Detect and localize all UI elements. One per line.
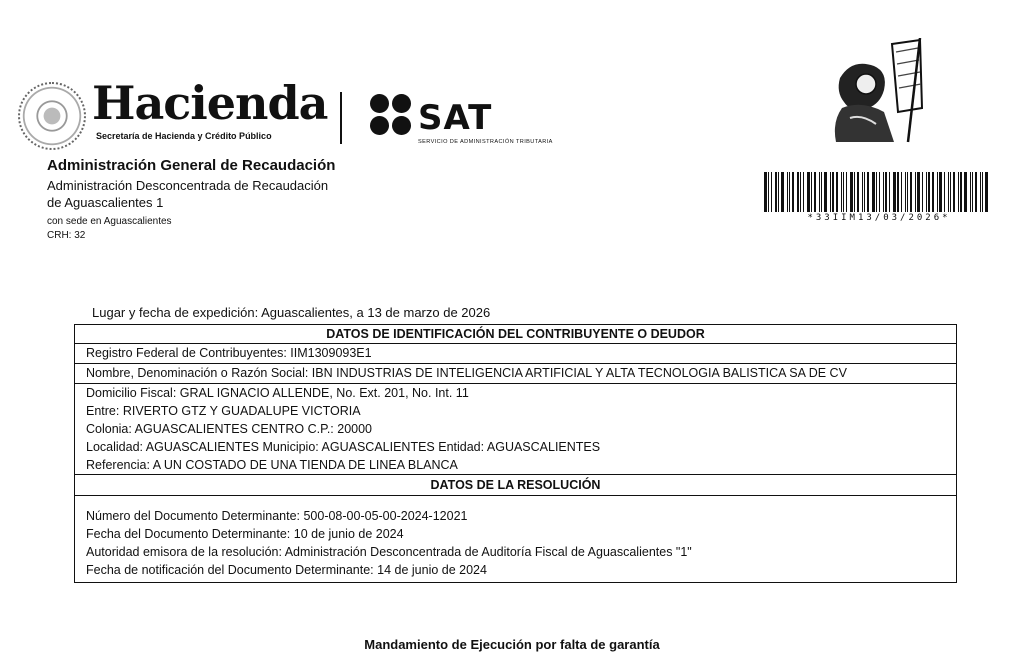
barcode-bar bbox=[972, 172, 973, 212]
barcode-bar bbox=[944, 172, 945, 212]
barcode-bar bbox=[985, 172, 988, 212]
office-name bbox=[47, 177, 328, 211]
barcode-bar bbox=[787, 172, 788, 212]
barcode-bar bbox=[771, 172, 772, 212]
barcode-bar bbox=[781, 172, 784, 212]
barcode-bar bbox=[883, 172, 884, 212]
barcode-bar bbox=[764, 172, 767, 212]
mandate-title: Mandamiento de Ejecución por falta de garantía bbox=[364, 637, 660, 652]
address-line: Entre: RIVERTO GTZ Y GUADALUPE VICTORIA bbox=[86, 404, 361, 418]
taxpayer-data-table bbox=[74, 324, 957, 583]
address-line: Localidad: AGUASCALIENTES Municipio: AGUASCALIENTES Entidad: AGUASCALIENTES bbox=[86, 440, 601, 454]
barcode-bar bbox=[811, 172, 812, 212]
barcode-bar bbox=[948, 172, 949, 212]
resolution-line: Autoridad emisora de la resolución: Administración Desconcentrada de Auditoría Fiscal de Aguascalientes "1" bbox=[86, 545, 692, 559]
place-date: Lugar y fecha de expedición: Aguascalientes, a 13 de marzo de 2026 bbox=[92, 305, 491, 320]
barcode-bar bbox=[901, 172, 902, 212]
barcode-bar bbox=[980, 172, 981, 212]
resolution-block bbox=[75, 496, 956, 582]
barcode-bar bbox=[867, 172, 869, 212]
barcode bbox=[764, 172, 994, 212]
barcode-bar bbox=[939, 172, 942, 212]
resolution-line: Número del Documento Determinante: 500-08-00-05-00-2024-12021 bbox=[86, 509, 468, 523]
barcode-bar bbox=[814, 172, 816, 212]
hacienda-logo-subtitle: Secretaría de Hacienda y Crédito Público bbox=[96, 131, 272, 141]
barcode-bar bbox=[889, 172, 890, 212]
name-row: Nombre, Denominación o Razón Social: IBN INDUSTRIAS DE INTELIGENCIA ARTIFICIAL Y ALTA TECNOLOGIA BALISTICA SA DE CV bbox=[75, 364, 956, 384]
barcode-bar bbox=[917, 172, 920, 212]
section-header-taxpayer: DATOS DE IDENTIFICACIÓN DEL CONTRIBUYENTE O DEUDOR bbox=[75, 325, 956, 344]
barcode-bar bbox=[819, 172, 820, 212]
office-line: Administración Desconcentrada de Recaudación bbox=[47, 178, 329, 193]
address-line: Domicilio Fiscal: GRAL IGNACIO ALLENDE, No. Ext. 201, No. Int. 11 bbox=[86, 386, 469, 400]
rfc-row: Registro Federal de Contribuyentes: IIM1309093E1 bbox=[75, 344, 956, 364]
barcode-bar bbox=[857, 172, 859, 212]
barcode-bar bbox=[970, 172, 971, 212]
barcode-bar bbox=[982, 172, 983, 212]
barcode-bar bbox=[841, 172, 842, 212]
address-block bbox=[75, 384, 956, 475]
barcode-bar bbox=[910, 172, 912, 212]
barcode-bar bbox=[907, 172, 908, 212]
seat-text: con sede en Aguascalientes bbox=[47, 216, 172, 227]
agency-title: Administración General de Recaudación bbox=[47, 157, 336, 174]
address-line: Referencia: A UN COSTADO DE UNA TIENDA DE LINEA BLANCA bbox=[86, 458, 458, 472]
barcode-bar bbox=[864, 172, 865, 212]
barcode-bar bbox=[836, 172, 838, 212]
barcode-bar bbox=[807, 172, 810, 212]
barcode-bar bbox=[885, 172, 887, 212]
barcode-bar bbox=[872, 172, 875, 212]
barcode-bar bbox=[960, 172, 962, 212]
resolution-line: Fecha del Documento Determinante: 10 de junio de 2024 bbox=[86, 527, 404, 541]
barcode-bar bbox=[778, 172, 779, 212]
barcode-bar bbox=[937, 172, 938, 212]
barcode-bar bbox=[928, 172, 930, 212]
sat-logo-title: SAT bbox=[418, 98, 493, 138]
barcode-bar bbox=[800, 172, 801, 212]
national-seal-icon bbox=[18, 82, 86, 150]
barcode-bar bbox=[876, 172, 877, 212]
barcode-bar bbox=[843, 172, 844, 212]
barcode-bar bbox=[846, 172, 847, 212]
barcode-bar bbox=[830, 172, 831, 212]
barcode-bar bbox=[792, 172, 794, 212]
barcode-bar bbox=[932, 172, 934, 212]
barcode-bar bbox=[768, 172, 769, 212]
sat-logo-icon bbox=[370, 94, 412, 136]
barcode-bar bbox=[789, 172, 790, 212]
barcode-text: *33IIM13/03/2026* bbox=[807, 213, 951, 223]
barcode-bar bbox=[879, 172, 880, 212]
barcode-bar bbox=[950, 172, 951, 212]
barcode-bar bbox=[897, 172, 899, 212]
barcode-bar bbox=[926, 172, 927, 212]
barcode-bar bbox=[850, 172, 853, 212]
address-line: Colonia: AGUASCALIENTES CENTRO C.P.: 20000 bbox=[86, 422, 372, 436]
hacienda-logo-title: Hacienda bbox=[92, 76, 328, 130]
barcode-bar bbox=[824, 172, 827, 212]
heroine-flag-emblem-icon bbox=[822, 38, 928, 144]
office-line: de Aguascalientes 1 bbox=[47, 195, 164, 210]
barcode-bar bbox=[905, 172, 906, 212]
resolution-line: Fecha de notificación del Documento Determinante: 14 de junio de 2024 bbox=[86, 563, 487, 577]
barcode-bar bbox=[953, 172, 955, 212]
office-seat bbox=[47, 215, 172, 243]
logo-divider bbox=[340, 92, 342, 144]
barcode-bar bbox=[958, 172, 959, 212]
barcode-bar bbox=[975, 172, 977, 212]
barcode-bar bbox=[854, 172, 855, 212]
section-header-resolution: DATOS DE LA RESOLUCIÓN bbox=[75, 475, 956, 496]
barcode-bar bbox=[893, 172, 896, 212]
barcode-bar bbox=[862, 172, 863, 212]
barcode-bar bbox=[821, 172, 822, 212]
barcode-bar bbox=[915, 172, 916, 212]
barcode-bar bbox=[775, 172, 777, 212]
crh-text: CRH: 32 bbox=[47, 230, 86, 241]
barcode-bar bbox=[964, 172, 967, 212]
barcode-bar bbox=[922, 172, 923, 212]
barcode-bar bbox=[832, 172, 834, 212]
barcode-bar bbox=[797, 172, 799, 212]
barcode-bar bbox=[803, 172, 804, 212]
sat-logo-subtitle: SERVICIO DE ADMINISTRACIÓN TRIBUTARIA bbox=[418, 139, 553, 145]
